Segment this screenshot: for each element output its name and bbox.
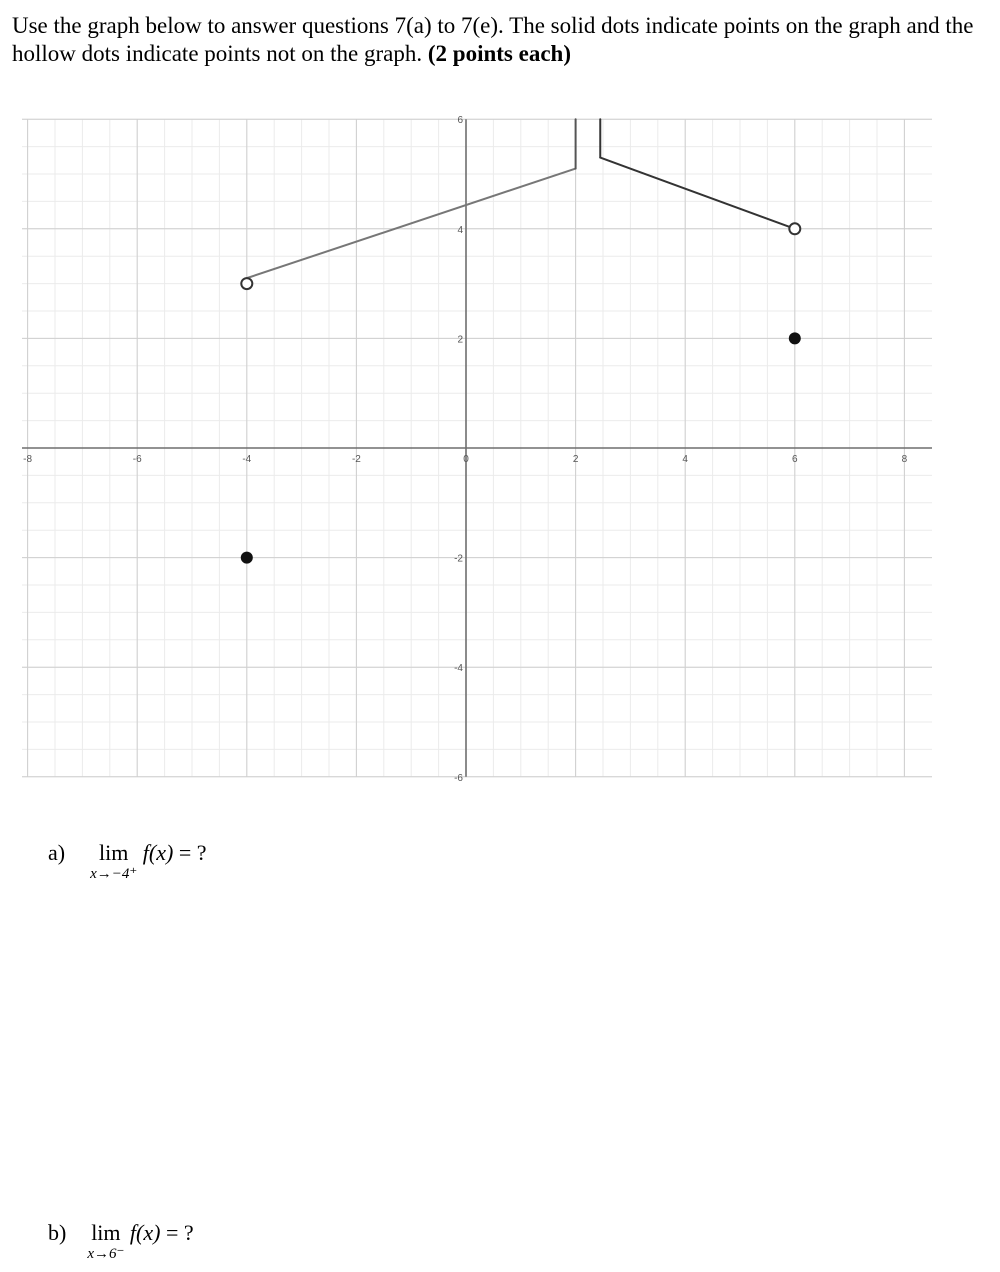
y-tick-label: -4 [454, 663, 463, 675]
question-a-equals: = ? [173, 840, 207, 865]
y-tick-label: -6 [454, 772, 463, 784]
question-a-expression: f(x) [142, 840, 174, 865]
y-tick-label: 6 [457, 115, 463, 127]
question-b-label: b) [48, 1220, 67, 1245]
x-tick-label: 6 [792, 454, 798, 465]
x-tick-label: 8 [901, 454, 908, 465]
question-a-approach: x→−4⁺ [90, 866, 138, 882]
instructions [12, 12, 987, 68]
y-tick-label: 4 [457, 224, 463, 236]
function-graph [0, 100, 1000, 800]
question-b-lim-word: lim [91, 1220, 121, 1245]
x-tick-label: -2 [351, 454, 361, 465]
question-b-expression: f(x) [129, 1220, 161, 1245]
y-tick-label: -2 [454, 553, 463, 565]
graph-segment [600, 158, 795, 229]
x-tick-label: -8 [23, 454, 33, 465]
question-a-lim-word: lim [99, 840, 129, 865]
question-b [48, 1220, 194, 1262]
x-tick-label: -6 [132, 454, 142, 465]
question-a-limit [90, 840, 137, 882]
x-tick-label: 0 [463, 454, 469, 465]
hollow-point [241, 278, 252, 289]
x-tick-label: 2 [572, 454, 579, 465]
instructions-text: Use the graph below to answer questions 7(a) to 7(e). The solid dots indicate points on the graph and the hollow dots indicate points not on the graph. [12, 13, 974, 66]
points-note: (2 points each) [427, 41, 571, 66]
question-b-approach: x→6⁻ [87, 1246, 125, 1262]
question-b-equals: = ? [160, 1220, 194, 1245]
question-b-limit [87, 1220, 124, 1262]
question-a-label: a) [48, 840, 66, 865]
question-a [48, 840, 207, 882]
x-tick-label: -4 [242, 454, 252, 465]
solid-point [241, 552, 253, 564]
solid-point [789, 332, 801, 344]
x-tick-label: 4 [682, 454, 688, 465]
y-tick-label: 2 [457, 334, 463, 346]
hollow-point [789, 223, 800, 234]
